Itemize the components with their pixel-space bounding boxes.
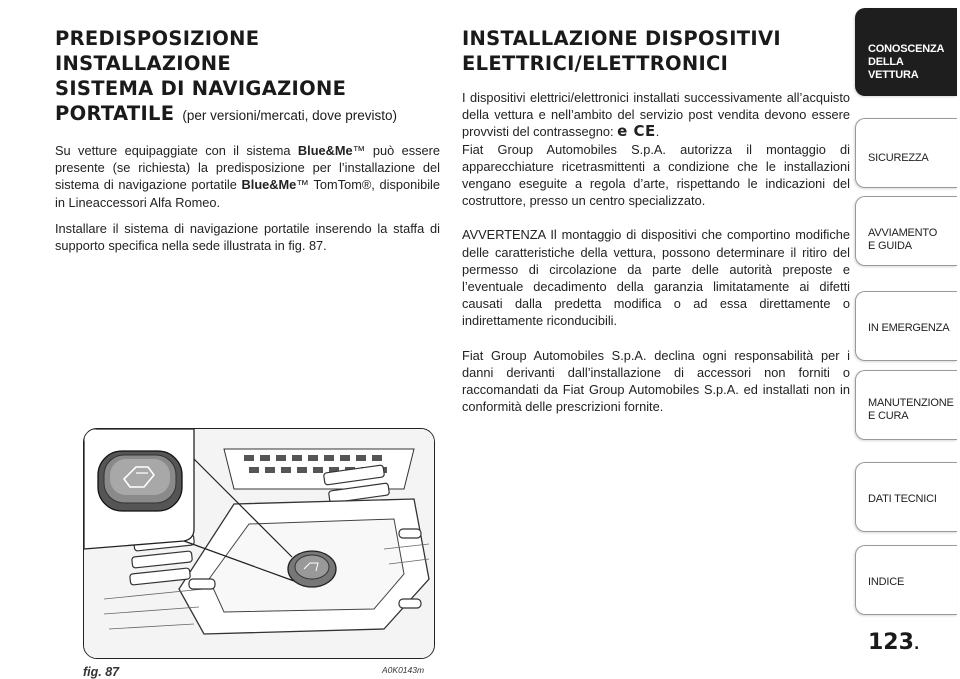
- paragraph-disclaimer: Fiat Group Automobiles S.p.A. declina ogni responsabilità per i danni derivanti dall’installazione di accessori non forniti o raccomandati da Fiat Group Automobiles S.p.A. ed installati non in conformità delle prescrizioni fornite.: [462, 347, 850, 415]
- text-run: .: [655, 124, 660, 140]
- text-run: ™ può essere presente (se richiesta) la predisposizione per l’installazione del sistema di navigazione portatile: [55, 143, 441, 193]
- tab-label-line: E CURA: [868, 410, 909, 422]
- tab-label-line: CONOSCENZA: [868, 43, 945, 55]
- tab-avviamento-e-guida[interactable]: [855, 196, 957, 266]
- page-number-dot: .: [913, 637, 920, 653]
- page-number: [868, 630, 919, 655]
- tab-label: IN EMERGENZA: [868, 322, 950, 334]
- heading-subtitle: (per versioni/mercati, dove previsto): [182, 108, 397, 123]
- text-run: Fiat Group Automobiles S.p.A. autorizza il montaggio di apparecchiature ricetrasmittenti a condizione che le installazioni vengano eseguite a regola d’arte, rispettando le indicazioni del costruttore, presso un centro specializzato.: [462, 141, 850, 209]
- tab-manutenzione-e-cura[interactable]: [855, 370, 957, 440]
- tab-label-line: AVVIAMENTO: [868, 227, 938, 239]
- chapter-index-sidebar: [855, 0, 960, 677]
- paragraph-blueme: [55, 142, 440, 211]
- figure-code: A0K0143m: [382, 665, 425, 675]
- left-column: [55, 26, 440, 254]
- tab-label: DATI TECNICI: [868, 493, 937, 505]
- tab-label: INDICE: [868, 576, 905, 588]
- dashboard-console-drawing: [84, 429, 434, 658]
- heading-line-2: ELETTRICI/ELETTRONICI: [462, 52, 729, 75]
- page-number-value: 123: [868, 630, 914, 655]
- paragraph-install-bracket: Installare il sistema di navigazione portatile inserendo la staffa di supporto specifica nella sede illustrata in fig. 87.: [55, 220, 440, 254]
- heading-line-1: INSTALLAZIONE DISPOSITIVI: [462, 27, 781, 50]
- section-heading-devices: [462, 26, 850, 76]
- heading-line-2: SISTEMA DI NAVIGAZIONE: [55, 77, 347, 100]
- tab-label: SICUREZZA: [868, 152, 929, 164]
- brand-blueme: Blue&Me: [241, 177, 297, 193]
- figure-caption: fig. 87: [83, 665, 120, 679]
- tab-in-emergenza[interactable]: [855, 291, 957, 361]
- text-run: I dispositivi elettrici/elettronici installati successivamente all’acquisto della vettura e nell’ambito del servizio post vendita devono essere provvisti del contrassegno:: [462, 90, 850, 140]
- paragraph-ce-mark: [462, 89, 850, 209]
- tab-sicurezza[interactable]: [855, 118, 957, 188]
- tab-conoscenza-della-vettura[interactable]: [855, 8, 957, 96]
- brand-blueme: Blue&Me: [297, 143, 353, 158]
- tab-label-line: MANUTENZIONE: [868, 397, 954, 409]
- ce-mark: e CE: [617, 122, 656, 141]
- tab-label: [868, 43, 944, 82]
- paragraph-warning: AVVERTENZA Il montaggio di dispositivi che comportino modifiche delle caratteristiche della vettura, possono determinare il ritiro del permesso di circolazione da parte delle autorità preposte e l’eventuale decadimento della garanzia limitatamente ai difetti causati dalla predetta modifica o ad essa direttamente o indirettamente riconducibili.: [462, 227, 850, 329]
- tab-indice[interactable]: [855, 545, 957, 615]
- figure-87-illustration: [83, 428, 435, 659]
- section-heading-navigation: [55, 26, 440, 128]
- heading-line-3: PORTATILE: [55, 102, 175, 125]
- text-run: Su vetture equipaggiate con il sistema: [55, 143, 298, 158]
- tab-label-line: VETTURA: [868, 69, 919, 81]
- tab-dati-tecnici[interactable]: [855, 462, 957, 532]
- tab-label-line: E GUIDA: [868, 240, 912, 252]
- tab-label: [868, 397, 954, 423]
- text-run: ™ TomTom®, disponibile in Lineaccessori Alfa Romeo.: [55, 177, 440, 210]
- tab-label-line: DELLA: [868, 56, 904, 68]
- heading-line-1: PREDISPOSIZIONE INSTALLAZIONE: [55, 27, 260, 75]
- right-column: [462, 26, 850, 415]
- tab-label: [868, 227, 937, 253]
